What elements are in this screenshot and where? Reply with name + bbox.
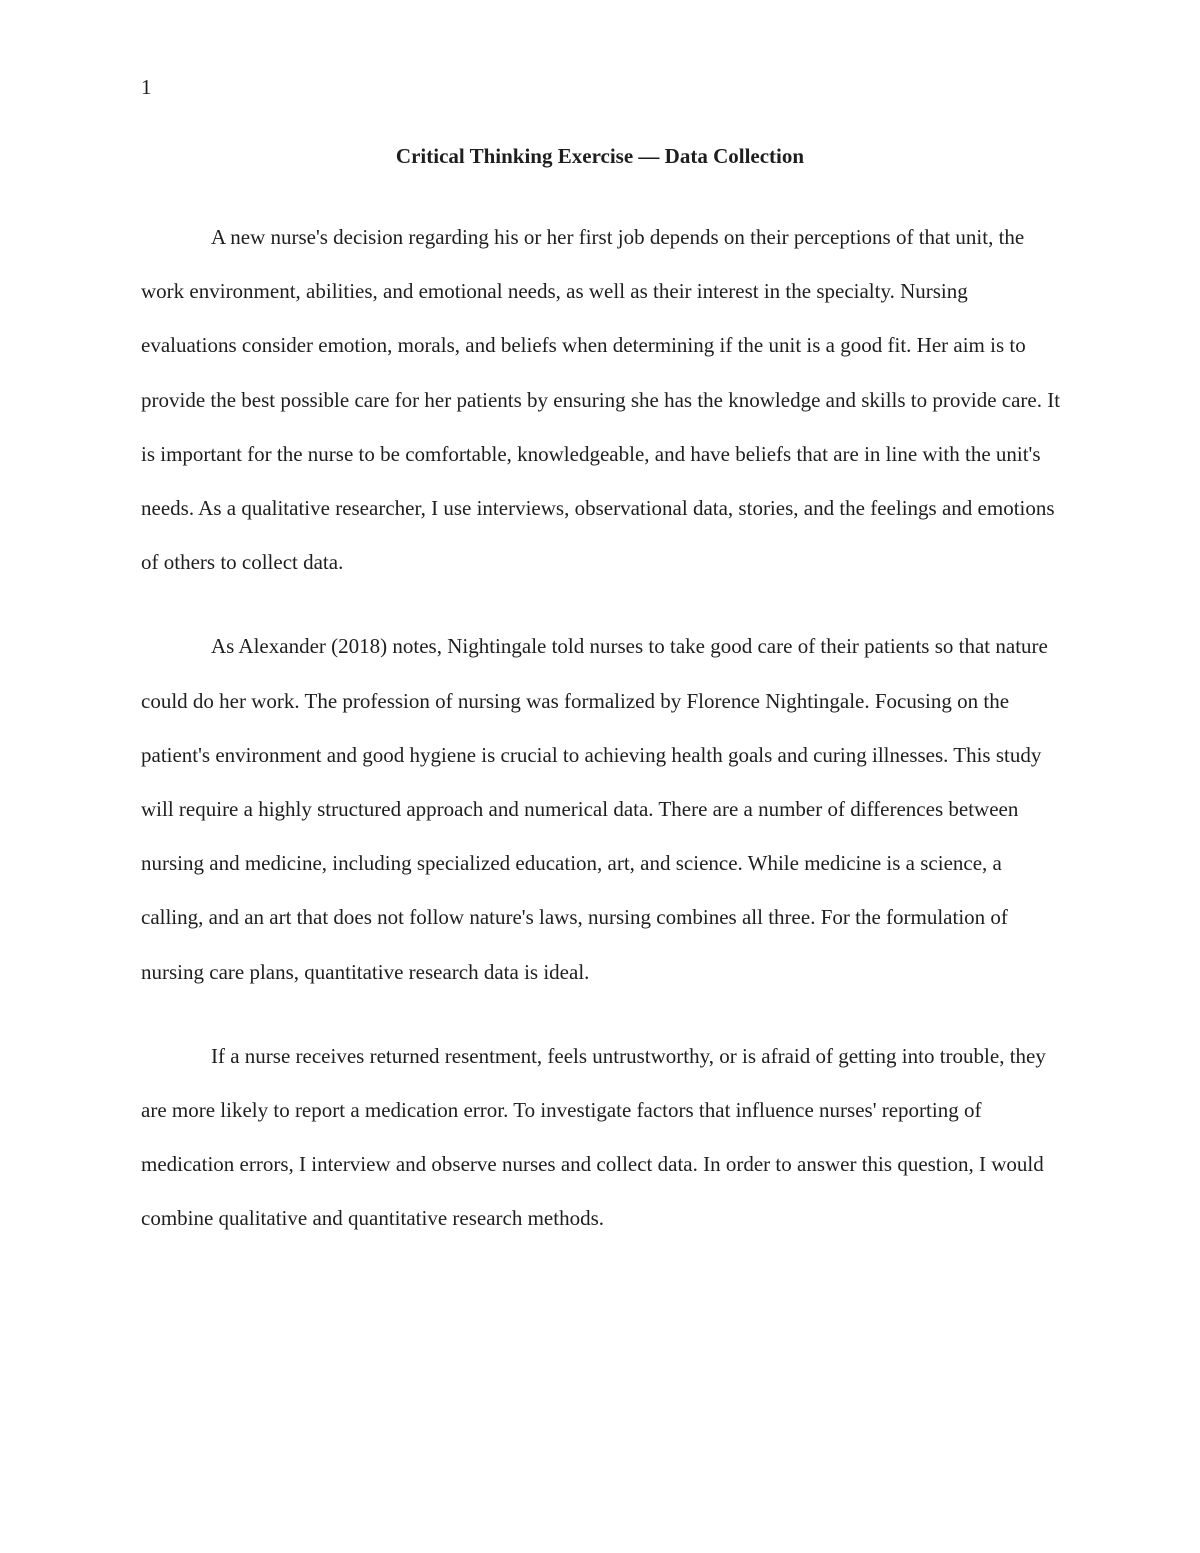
page-number: 1 bbox=[141, 75, 152, 99]
document-body bbox=[141, 210, 1061, 1276]
paragraph-1: A new nurse's decision regarding his or her first job depends on their perceptions of that unit, the work environment, abilities, and emotional needs, as well as their interest in the specialty. Nursing evaluations consider emotion, morals, and beliefs when determining if the unit is a good fit. Her aim is to provide the best possible care for her patients by ensuring she has the knowledge and skills to provide care. It is important for the nurse to be comfortable, knowledgeable, and have beliefs that are in line with the unit's needs. As a qualitative researcher, I use interviews, observational data, stories, and the feelings and emotions of others to collect data. bbox=[141, 225, 1061, 575]
paragraph-2: As Alexander (2018) notes, Nightingale told nurses to take good care of their patients so that nature could do her work. The profession of nursing was formalized by Florence Nightingale. Focusing on the patient's environment and good hygiene is crucial to achieving health goals and curing illnesses. This study will require a highly structured approach and numerical data. There are a number of differences between nursing and medicine, including specialized education, art, and science. While medicine is a science, a calling, and an art that does not follow nature's laws, nursing combines all three. For the formulation of nursing care plans, quantitative research data is ideal. bbox=[141, 634, 1048, 984]
paragraph-3: If a nurse receives returned resentment, feels untrustworthy, or is afraid of getting into trouble, they are more likely to report a medication error. To investigate factors that influence nurses' reporting of medication errors, I interview and observe nurses and collect data. In order to answer this question, I would combine qualitative and quantitative research methods. bbox=[141, 1043, 1046, 1231]
document-title: Critical Thinking Exercise — Data Collection bbox=[395, 144, 805, 168]
